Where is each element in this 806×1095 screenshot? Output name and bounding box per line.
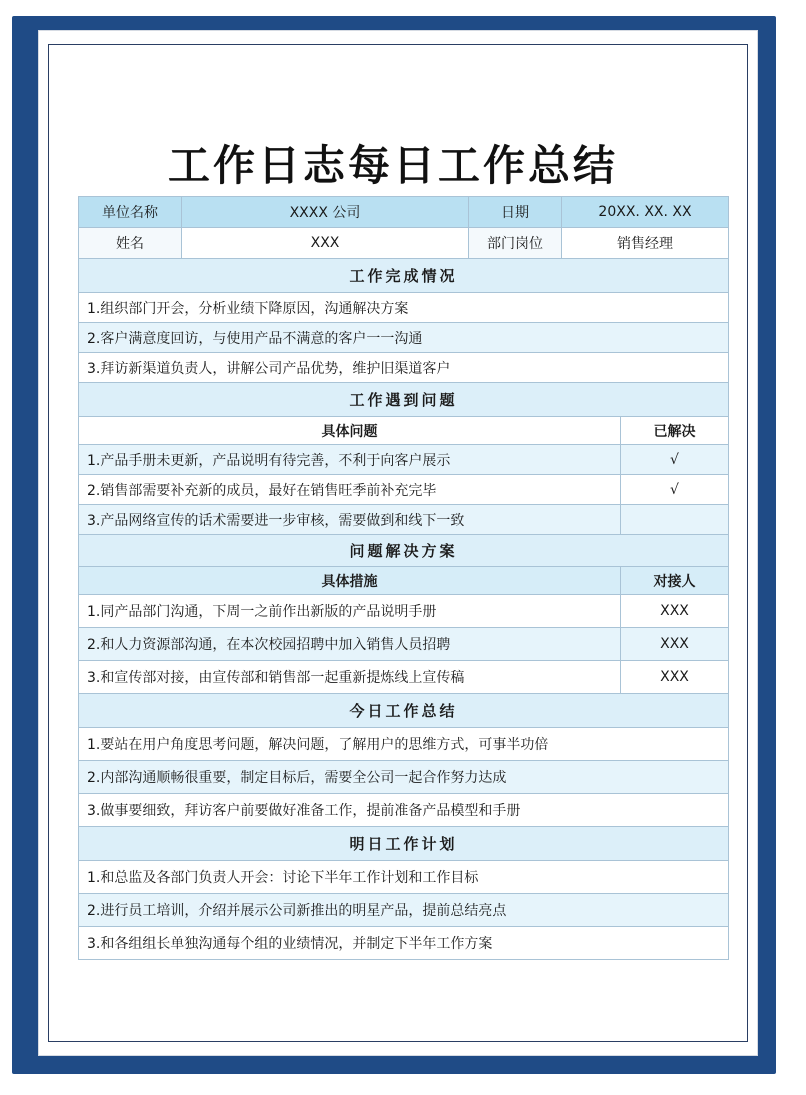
table-row bbox=[79, 595, 729, 628]
list-item bbox=[79, 861, 729, 894]
table-row bbox=[79, 475, 729, 505]
measure-cell: 1.同产品部门沟通，下周一之前作出新版的产品说明手册 bbox=[79, 595, 621, 628]
issue-cell: 1.产品手册未更新，产品说明有待完善，不利于向客户展示 bbox=[79, 445, 621, 475]
list-item bbox=[79, 353, 729, 383]
date-value: 20XX. XX. XX bbox=[562, 197, 729, 228]
list-item bbox=[79, 323, 729, 353]
plan-item: 2.进行员工培训，介绍并展示公司新推出的明星产品，提前总结亮点 bbox=[79, 894, 729, 927]
list-item bbox=[79, 293, 729, 323]
section-plan bbox=[79, 827, 729, 861]
summary-item: 1.要站在用户角度思考问题，解决问题，了解用户的思维方式，可事半功倍 bbox=[79, 728, 729, 761]
section-problems bbox=[79, 383, 729, 417]
info-row-name bbox=[79, 228, 729, 259]
problems-header-row bbox=[79, 417, 729, 445]
plan-item: 1.和总监及各部门负责人开会：讨论下半年工作计划和工作目标 bbox=[79, 861, 729, 894]
resolved-column-header: 已解决 bbox=[621, 417, 729, 445]
work-log-table bbox=[78, 196, 729, 960]
table-row bbox=[79, 661, 729, 694]
section-summary bbox=[79, 694, 729, 728]
summary-item: 3.做事要细致，拜访客户前要做好准备工作，提前准备产品模型和手册 bbox=[79, 794, 729, 827]
issue-cell: 3.产品网络宣传的话术需要进一步审核，需要做到和线下一致 bbox=[79, 505, 621, 535]
section-completion bbox=[79, 259, 729, 293]
name-value: XXX bbox=[182, 228, 469, 259]
measure-cell: 3.和宣传部对接，由宣传部和销售部一起重新提炼线上宣传稿 bbox=[79, 661, 621, 694]
contact-cell: XXX bbox=[621, 595, 729, 628]
date-label: 日期 bbox=[469, 197, 562, 228]
issue-column-header: 具体问题 bbox=[79, 417, 621, 445]
summary-item: 2.内部沟通顺畅很重要，制定目标后，需要全公司一起合作努力达成 bbox=[79, 761, 729, 794]
section-heading: 问题解决方案 bbox=[79, 535, 729, 567]
dept-label: 部门岗位 bbox=[469, 228, 562, 259]
contact-cell: XXX bbox=[621, 661, 729, 694]
unit-value: XXXX 公司 bbox=[182, 197, 469, 228]
completion-item: 1.组织部门开会，分析业绩下降原因，沟通解决方案 bbox=[79, 293, 729, 323]
list-item bbox=[79, 761, 729, 794]
list-item bbox=[79, 894, 729, 927]
completion-item: 2.客户满意度回访，与使用产品不满意的客户一一沟通 bbox=[79, 323, 729, 353]
section-heading: 明日工作计划 bbox=[79, 827, 729, 861]
resolved-check bbox=[621, 505, 729, 535]
table-row bbox=[79, 628, 729, 661]
info-row-unit bbox=[79, 197, 729, 228]
completion-item: 3.拜访新渠道负责人，讲解公司产品优势，维护旧渠道客户 bbox=[79, 353, 729, 383]
contact-cell: XXX bbox=[621, 628, 729, 661]
document-title: 工作日志每日工作总结 bbox=[167, 141, 618, 190]
plan-item: 3.和各组组长单独沟通每个组的业绩情况，并制定下半年工作方案 bbox=[79, 927, 729, 960]
issue-cell: 2.销售部需要补充新的成员，最好在销售旺季前补充完毕 bbox=[79, 475, 621, 505]
resolved-check: √ bbox=[621, 475, 729, 505]
section-heading: 工作完成情况 bbox=[79, 259, 729, 293]
resolved-check: √ bbox=[621, 445, 729, 475]
measure-column-header: 具体措施 bbox=[79, 567, 621, 595]
list-item bbox=[79, 927, 729, 960]
section-heading: 工作遇到问题 bbox=[79, 383, 729, 417]
name-label: 姓名 bbox=[79, 228, 182, 259]
table-row bbox=[79, 505, 729, 535]
contact-column-header: 对接人 bbox=[621, 567, 729, 595]
table-row bbox=[79, 445, 729, 475]
solutions-header-row bbox=[79, 567, 729, 595]
section-heading: 今日工作总结 bbox=[79, 694, 729, 728]
unit-label: 单位名称 bbox=[79, 197, 182, 228]
section-solutions bbox=[79, 535, 729, 567]
list-item bbox=[79, 794, 729, 827]
measure-cell: 2.和人力资源部沟通，在本次校园招聘中加入销售人员招聘 bbox=[79, 628, 621, 661]
list-item bbox=[79, 728, 729, 761]
dept-value: 销售经理 bbox=[562, 228, 729, 259]
